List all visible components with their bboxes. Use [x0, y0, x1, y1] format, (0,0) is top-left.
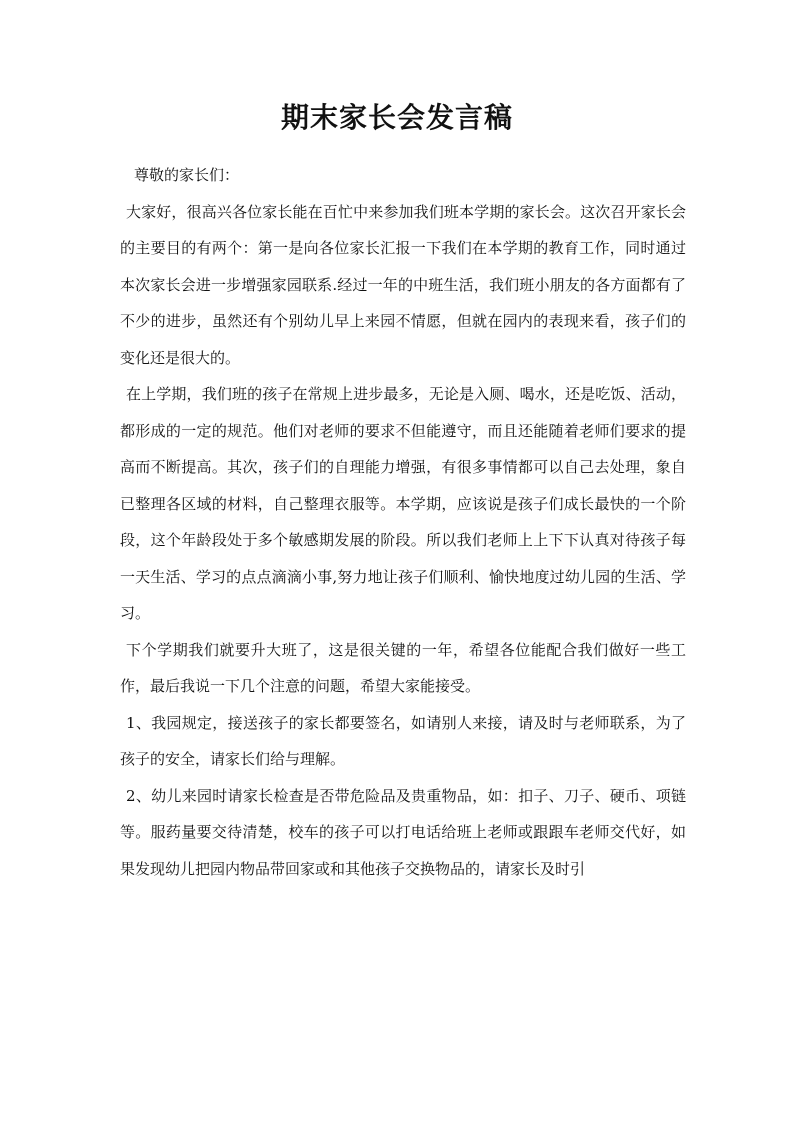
paragraph-item-2: 2、幼儿来园时请家长检查是否带危险品及贵重物品，如：扣子、刀子、硬币、项链等。服药量要交待清楚，校车的孩子可以打电话给班上老师或跟跟车老师交代好，如果发现幼儿把园内物品带回家或和其他孩子交换物品的，请家长及时引 — [120, 786, 686, 878]
document-title: 期末家长会发言稿 — [280, 101, 513, 134]
salutation: 尊敬的家长们： — [134, 166, 240, 184]
document-body — [120, 157, 686, 887]
paragraph-next-semester: 下个学期我们就要升大班了，这是很关键的一年，希望各位能配合我们做好一些工作，最后我说一下几个注意的问题，希望大家能接受。 — [120, 640, 686, 695]
paragraph-item-1: 1、我园规定，接送孩子的家长都要签名，如请别人来接，请及时与老师联系，为了孩子的安全，请家长们给与理解。 — [120, 713, 686, 768]
paragraph-greeting: 大家好，很高兴各位家长能在百忙中来参加我们班本学期的家长会。这次召开家长会的主要目的有两个：第一是向各位家长汇报一下我们在本学期的教育工作，同时通过本次家长会进一步增强家园联系.经过一年的中班生活，我们班小朋友的各方面都有了不少的进步，虽然还有个别幼儿早上来园不情愿，但就在园内的表现来看，孩子们的变化还是很大的。 — [120, 202, 686, 367]
paragraph-last-semester: 在上学期，我们班的孩子在常规上进步最多，无论是入厕、喝水，还是吃饭、活动，都形成的一定的规范。他们对老师的要求不但能遵守，而且还能随着老师们要求的提高而不断提高。其次，孩子们的自理能力增强，有很多事情都可以自己去处理，象自已整理各区域的材料，自己整理衣服等。本学期，应该说是孩子们成长最快的一个阶段，这个年龄段处于多个敏感期发展的阶段。所以我们老师上上下下认真对待孩子每一天生活、学习的点点滴滴小事,努力地让孩子们顺利、愉快地度过幼儿园的生活、学习。 — [120, 385, 686, 622]
